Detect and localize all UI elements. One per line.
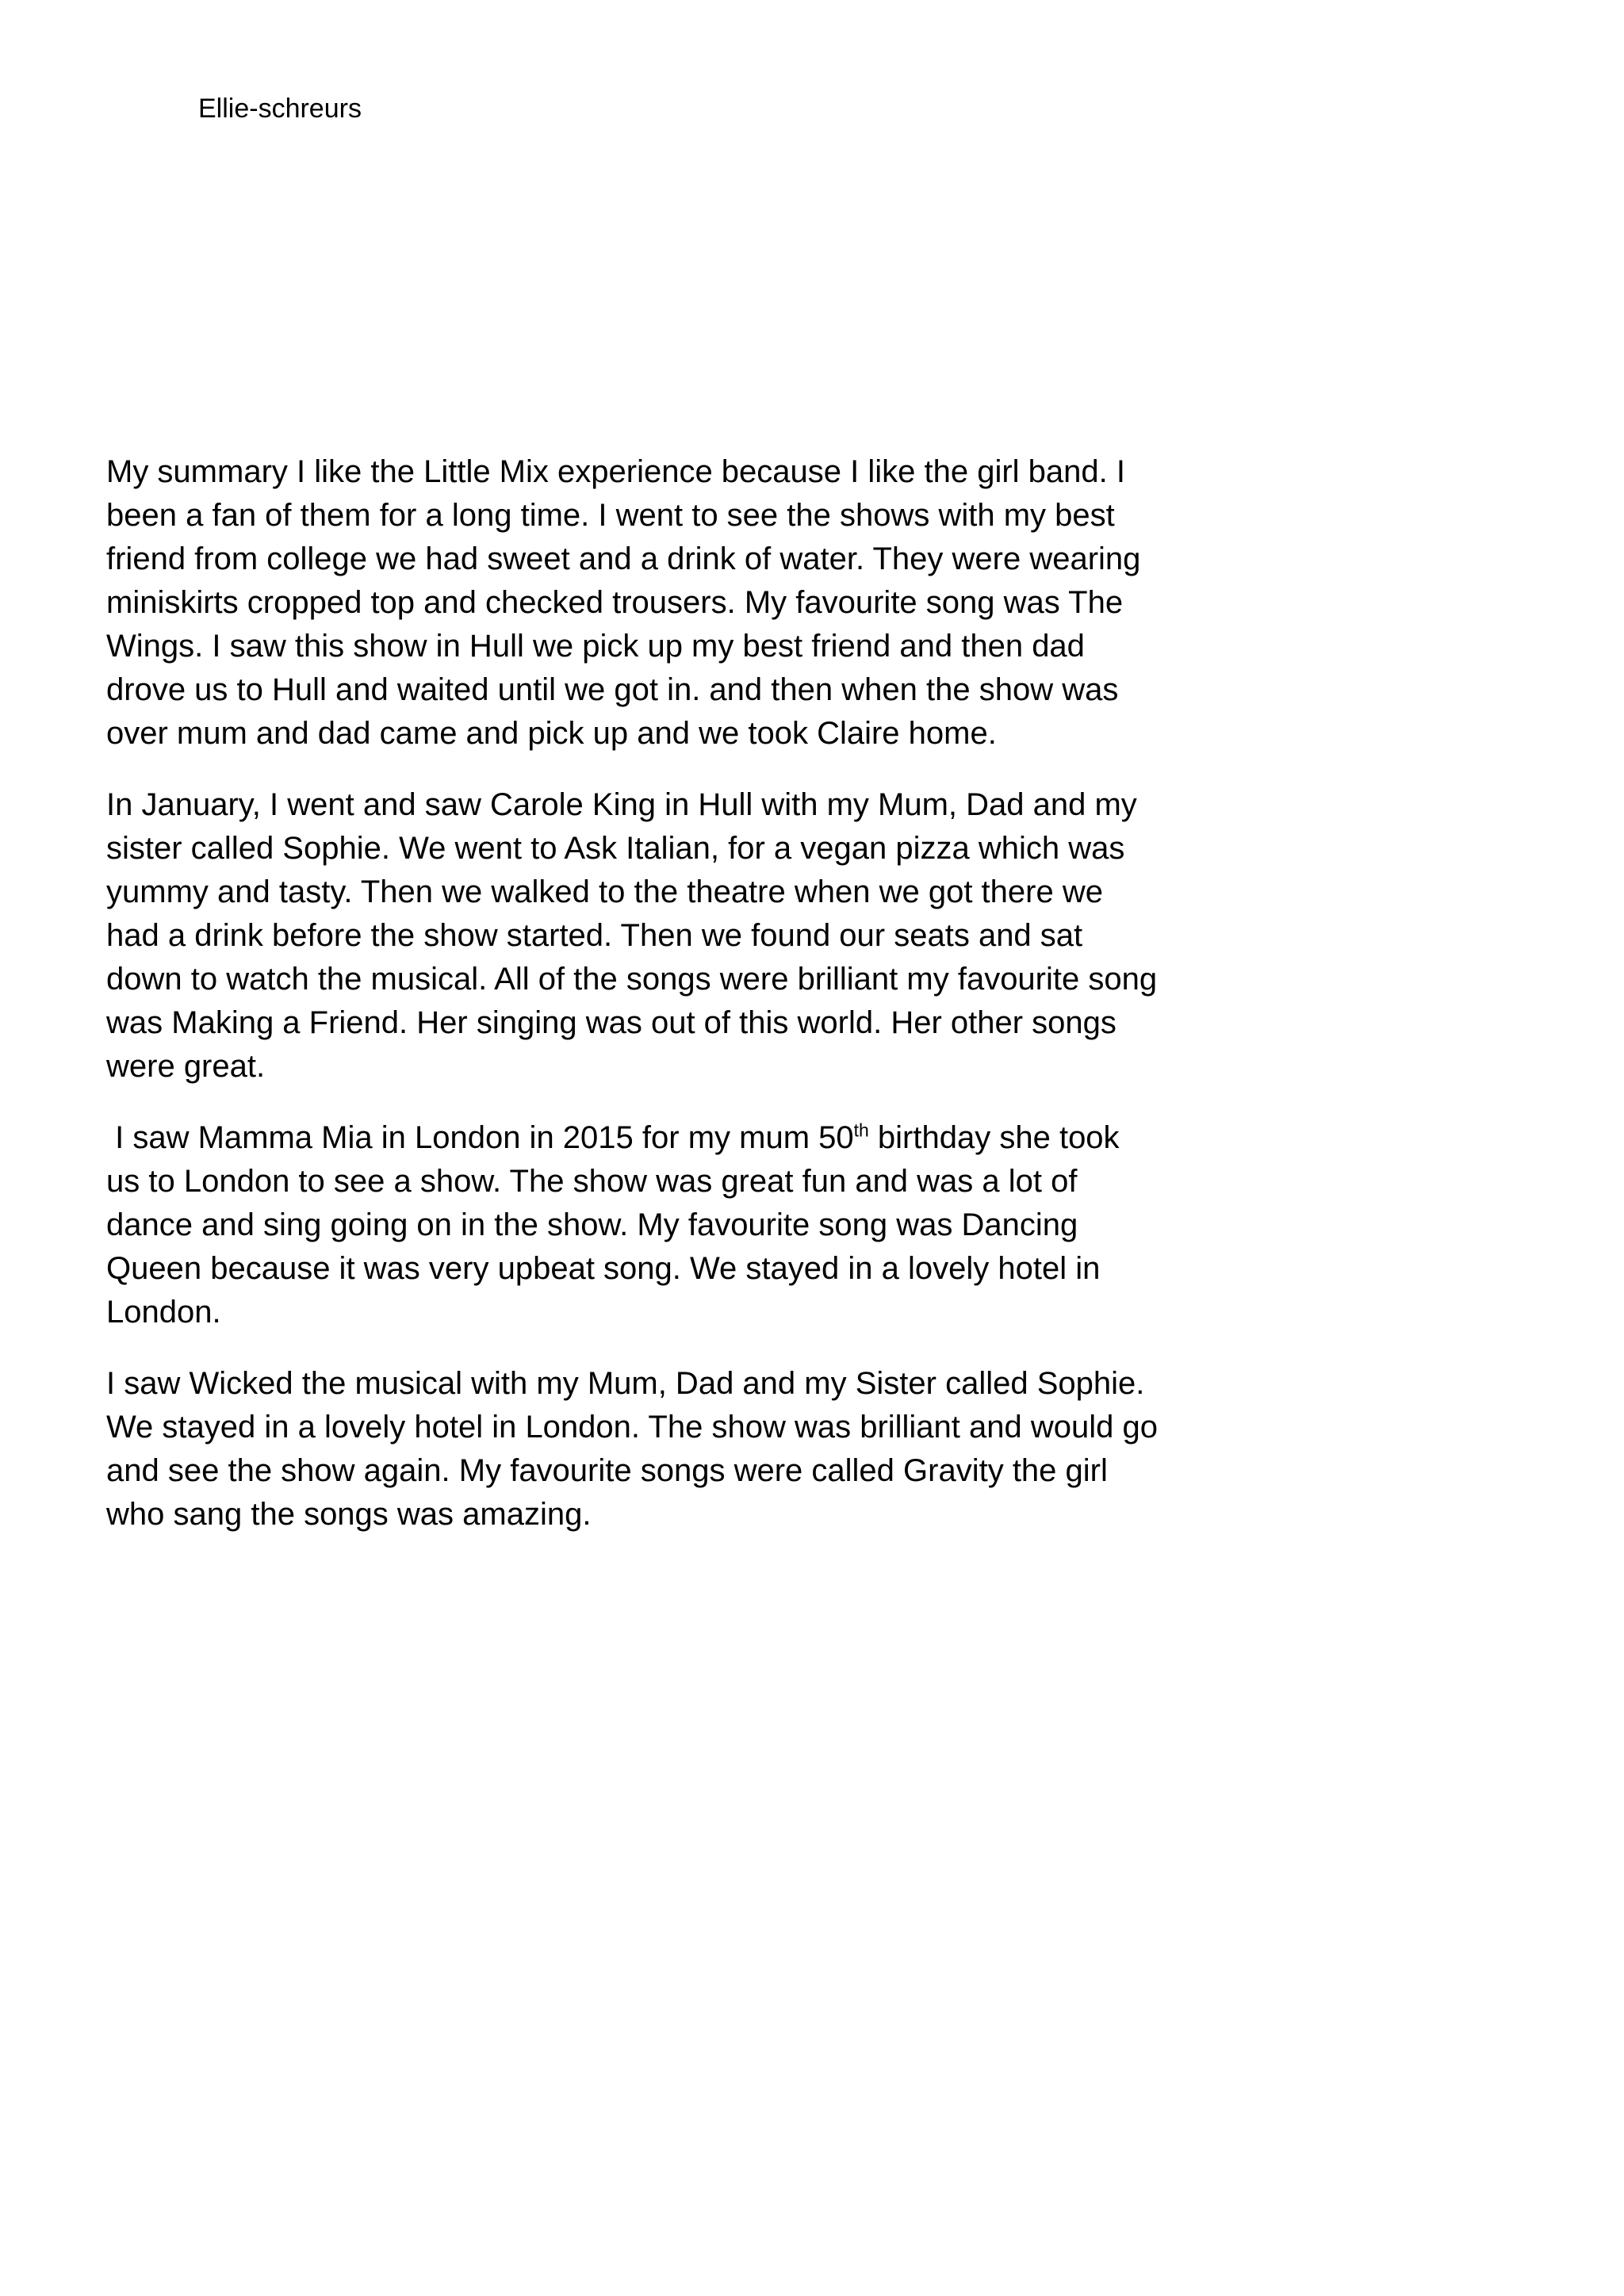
- text-segment: I saw Mamma Mia in London in 2015 for my mum 50: [106, 1120, 854, 1155]
- text-line: sister called Sophie. We went to Ask Italian, for a vegan pizza which was: [106, 831, 1125, 866]
- text-line: We stayed in a lovely hotel in London. The show was brilliant and would go: [106, 1410, 1158, 1445]
- text-line: friend from college we had sweet and a drink of water. They were wearing: [106, 541, 1141, 576]
- text-line: were great.: [106, 1049, 266, 1084]
- text-line: dance and sing going on in the show. My favourite song was Dancing: [106, 1207, 1078, 1242]
- document-body: [106, 450, 1216, 1564]
- text-line: down to watch the musical. All of the songs were brilliant my favourite song: [106, 962, 1158, 997]
- text-line: miniskirts cropped top and checked trousers. My favourite song was The: [106, 585, 1124, 620]
- text-line: I saw Wicked the musical with my Mum, Dad and my Sister called Sophie.: [106, 1366, 1145, 1401]
- text-line: drove us to Hull and waited until we got in. and then when the show was: [106, 672, 1119, 707]
- text-line: us to London to see a show. The show was great fun and was a lot of: [106, 1164, 1078, 1199]
- text-line: yummy and tasty. Then we walked to the theatre when we got there we: [106, 874, 1103, 909]
- text-line: had a drink before the show started. Then we found our seats and sat: [106, 918, 1083, 953]
- text-line: and see the show again. My favourite songs were called Gravity the girl: [106, 1453, 1108, 1488]
- author-name: Ellie-schreurs: [198, 94, 362, 124]
- paragraph-mamma-mia: [106, 1116, 1216, 1334]
- text-segment: birthday she took: [868, 1120, 1120, 1155]
- paragraph-carole-king: [106, 783, 1216, 1089]
- text-line: [106, 1116, 1216, 1160]
- text-line: was Making a Friend. Her singing was out of this world. Her other songs: [106, 1005, 1116, 1040]
- text-line: My summary I like the Little Mix experience because I like the girl band. I: [106, 454, 1125, 489]
- text-line: been a fan of them for a long time. I went to see the shows with my best: [106, 498, 1115, 533]
- paragraph-wicked: [106, 1362, 1216, 1536]
- text-line: over mum and dad came and pick up and we took Claire home.: [106, 716, 997, 751]
- paragraph-little-mix: [106, 450, 1216, 756]
- superscript-suffix: th: [853, 1119, 869, 1141]
- text-line: Queen because it was very upbeat song. We stayed in a lovely hotel in: [106, 1251, 1101, 1286]
- text-line: who sang the songs was amazing.: [106, 1497, 592, 1532]
- text-line: Wings. I saw this show in Hull we pick up my best friend and then dad: [106, 629, 1085, 664]
- text-line: In January, I went and saw Carole King in Hull with my Mum, Dad and my: [106, 787, 1137, 822]
- text-line: London.: [106, 1295, 221, 1330]
